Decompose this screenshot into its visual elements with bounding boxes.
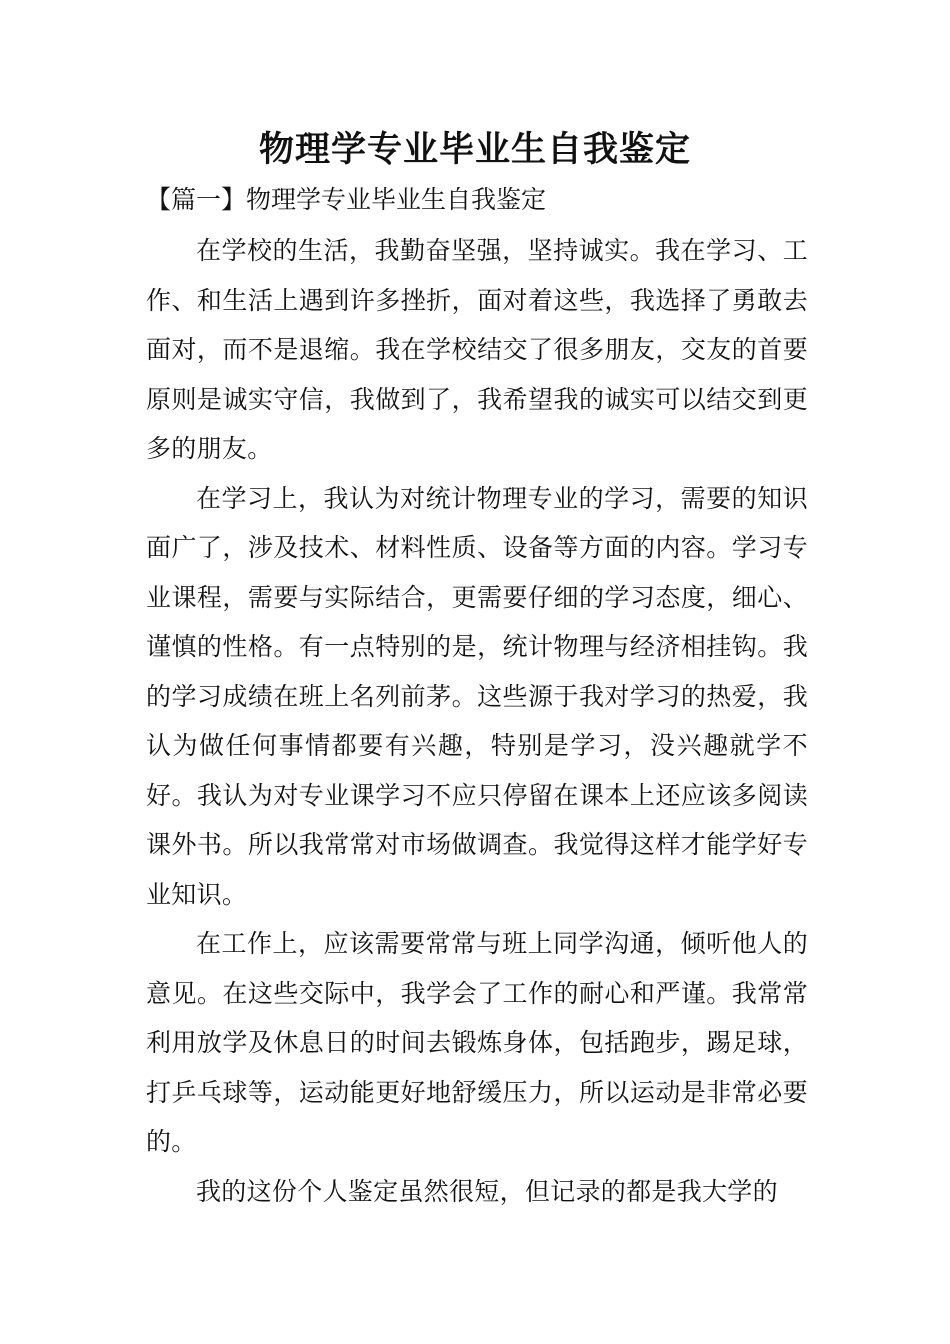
paragraph-4: 我的这份个人鉴定虽然很短，但记录的都是我大学的 [196,1176,778,1206]
document-body [146,226,808,1216]
document-title: 物理学专业毕业生自我鉴定 [258,129,691,170]
paragraph-2: 在学习上，我认为对统计物理专业的学习，需要的知识面广了，涉及技术、材料性质、设备等方面的内容。学习专业课程，需要与实际结合，更需要仔细的学习态度，细心、谨慎的性格。有一点特别的是，统计物理与经济相挂钩。我的学习成绩在班上名列前茅。这些源于我对学习的热爱，我认为做任何事情都要有兴趣，特别是学习，没兴趣就学不好。我认为对专业课学习不应只停留在课本上还应该多阅读课外书。所以我常常对市场做调查。我觉得这样才能学好专业知识。 [146,483,808,909]
paragraph-1: 在学校的生活，我勤奋坚强，坚持诚实。我在学习、工作、和生活上遇到许多挫折，面对着这些，我选择了勇敢去面对，而不是退缩。我在学校结交了很多朋友，交友的首要原则是诚实守信，我做到了，我希望我的诚实可以结交到更多的朋友。 [146,236,808,463]
section-heading: 【篇一】物理学专业毕业生自我鉴定 [146,185,547,214]
paragraph-3: 在工作上，应该需要常常与班上同学沟通，倾听他人的意见。在这些交际中，我学会了工作的耐心和严谨。我常常利用放学及休息日的时间去锻炼身体，包括跑步，踢足球，打乒乓球等，运动能更好地舒缓压力，所以运动是非常必要的。 [146,929,808,1156]
